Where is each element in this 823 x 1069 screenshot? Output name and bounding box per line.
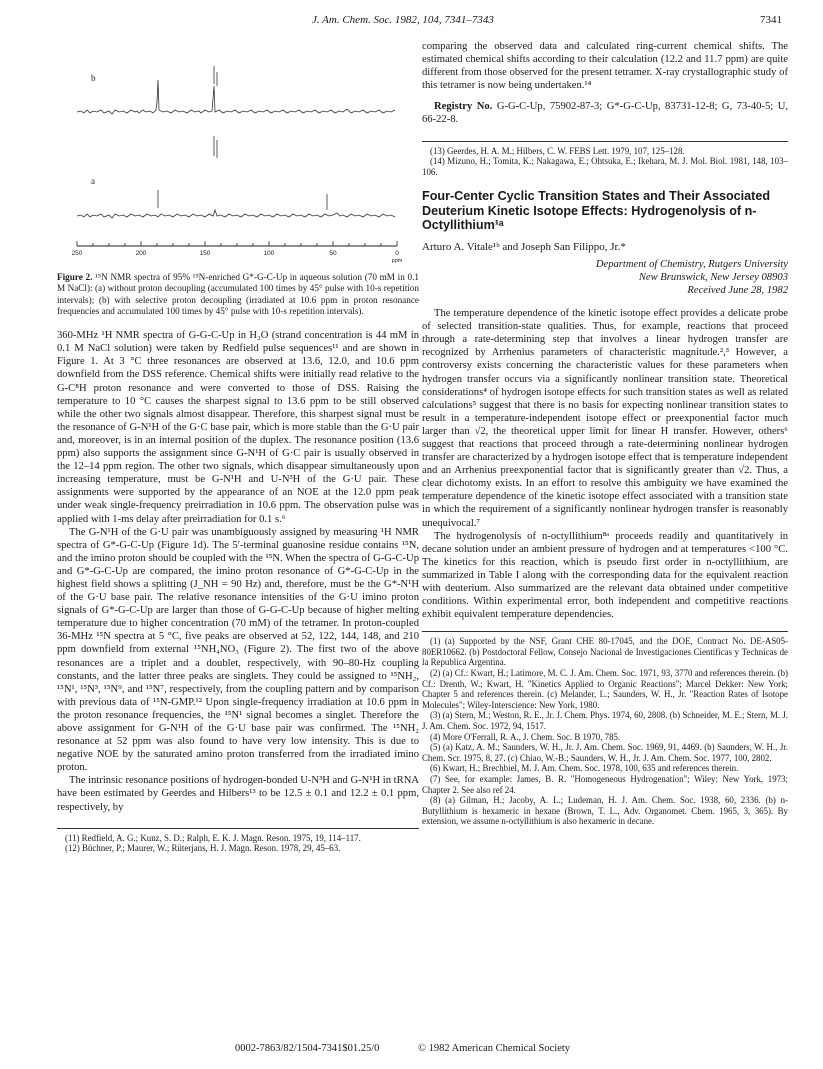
- body-paragraph: The G-N¹H of the G·U pair was unambiguously assigned by measuring ¹H NMR spectra of G*-G-C-Up (Figure 1d). The 5′-terminal guanosine residue contains ¹⁵N, and the imino proton should be coupled with the ¹⁵N. When the spectra of G-G-C-Up and G*-G-C-Up are compared, the imino proton resonance of G*-G-C-Up in the highest field shows a splitting (J_NH = 90 Hz) and, therefore, must be the G*-N¹H of the G·U base pair. The relative resonance intensities of the G·U imino proton signals of G*-G-C-Up are larger than those of G-G-C-Up because of higher melting temperature due to higher concentration (70 mM) of the tetramer. In proton-coupled 36-MHz ¹⁵N spectra at 5 °C, five peaks are observed at 52, 122, 144, 148, and 210 ppm downfield from external ¹⁵NH₄NO₃ (Figure 2). The first two of the above resonances are a triplet and a doublet, respectively, with 90–80-Hz coupling constants, and the latter three peaks are singlets. They could be assigned to ¹⁵NH₂, ¹⁵N¹, ¹⁵N³, ¹⁵N⁹, and ¹⁵N⁷, respectively, from the coupling pattern and by comparison with previous data of ¹⁵N-GMP.¹² Upon single-frequency irradiation at 10.6 ppm in the proton resonance frequencies, the ¹⁵N¹ signal becomes a singlet. Therefore the above assignment for G-N¹H of the G·U base pair was confirmed. The ¹⁵NH₂ resonance at 52 ppm was also found to have very low intensity. This is due to negative NOE by the saturated amino proton transferred from the irradiated imino proton.: [57, 526, 419, 774]
- footnote: (8) (a) Gilman, H.; Jacoby, A. L.; Ludeman, H. J. Am. Chem. Soc. 1938, 60, 2336. (b) n-Butyllithium is hexameric in hexane (Brown, T. L., Adv. Organomet. Chem. 1965, 3, 365). By extension, we assume n-octyllithium is also hexameric in decane.: [422, 795, 788, 827]
- spectrum-a: [77, 210, 395, 218]
- footnotes-left: [57, 828, 419, 854]
- footnotes-right: [422, 631, 788, 827]
- issn-code: 0002-7863/82/1504-7341$01.25/0: [235, 1043, 380, 1054]
- axis-tick-label: 200: [135, 250, 147, 257]
- axis-tick-label: 100: [263, 250, 275, 257]
- footnote: (12) Büchner, P.; Maurer, W.; Rüterjans, H. J. Magn. Reson. 1978, 29, 45–63.: [65, 843, 341, 854]
- footnote: (1) (a) Supported by the NSF, Grant CHE 80-17045, and the DOE, Contract No. DE-AS05-80ER10662. (b) Postdoctoral Fellow, Consejo Nacional de Investigaciones Cientificas y Technicas de la Republica Argentina.: [422, 636, 788, 668]
- affiliation-line: New Brunswick, New Jersey 08903: [638, 271, 788, 283]
- axis-unit-label: ppm: [391, 258, 403, 264]
- nmr-figure: [57, 40, 419, 278]
- peak-marker-a-top: [214, 136, 217, 158]
- figure-caption-text: ¹⁵N NMR spectra of 95% ¹⁵N-enriched G*-G-C-Up in aqueous solution (70 mM in 0.1 M NaCl): (a) without proton decoupling (accumulated 100 times by 45° pulse with 10-s repetition intervals); (b) with selective proton decoupling (irradiated at 10.6 ppm in proton resonance frequencies and accumulated 100 times by 45° pulse with 10-s repetition intervals).: [57, 272, 420, 316]
- footnote: (4) More O'Ferrall, R. A., J. Chem. Soc. B 1970, 785.: [430, 731, 621, 742]
- article-title: Four-Center Cyclic Transition States and Their Associated Deuterium Kinetic Isotope Effects: Hydrogenolysis of n-Octyllithium¹ᵃ: [422, 189, 771, 233]
- body-paragraph: 360-MHz ¹H NMR spectra of G-G-C-Up in H₂O (strand concentration is 44 mM in 0.1 M NaCl solution) were taken by Redfield pulse sequences¹¹ and are shown in Figure 1. At 3 °C three resonances are observed at 13.6, 12.0, and 10.6 ppm downfield from the DSS reference. Chemical shifts were initially read relative to the G-C⁸H proton resonance and were converted to those of DSS. Raising the temperature to 10 °C causes the sharpest signal to 13.6 ppm to be still observed while the other two signals almost disappear. Therefore, this sharpest signal must be the resonance of G-N¹H of the G·C base pair, which is more stable than the G·U pair and, moreover, is in an internal position of the duplex. The resonance position (13.6 ppm) also supports the assignment since G-N¹H of G·C pair is usually observed in the 12–14 ppm region. The other two signals, which disappear simultaneously upon increasing temperature, must be G-N¹H and U-N³H of the G·U pair. These assignments were supported by the appearance of an NOE at the 12.0 ppm peak under weak single-frequency preirradiation in 10.6 ppm. The observation pulse was applied with 1-ms delay after preirradiation for 0.1 s.⁶: [57, 330, 419, 525]
- axis-tick-label: 0: [395, 250, 399, 257]
- affiliation-line: Department of Chemistry, Rutgers University: [595, 258, 788, 270]
- peak-marker-b: [214, 66, 217, 86]
- footnote: (2) (a) Cf.: Kwart, H.; Latimore, M. C. J. Am. Chem. Soc. 1971, 93, 3770 and references therein. (b) Cf.: Drenth, W.; Kwart, H. "Kinetics Applied to Organic Reactions"; Marcel Dekker: New York; Chapter 5 and references therein. (c) Melander, L.; Saunders, W. H., Jr. "Reaction Rates of Isotope Molecules"; Wiley-Interscience: New York, 1980.: [422, 668, 788, 710]
- axis-tick-label: 150: [199, 250, 211, 257]
- footnote: (13) Geerdes, H. A. M.; Hilbers, C. W. FEBS Lett. 1979, 107, 125–128.: [430, 145, 685, 156]
- footnote: (6) Kwart, H.; Brechbiel, M. J. Am. Chem. Soc. 1978, 100, 635 and references therein.: [430, 763, 739, 774]
- footnote: (3) (a) Stern, M.; Weston, R. E., Jr. J. Chem. Phys. 1974, 60, 2808. (b) Schneider, M. E.; Stern, M. J. J. Am. Chem. Soc. 1972, 94, 1517.: [422, 710, 788, 732]
- author-affiliation: [422, 258, 788, 284]
- footnotes-first-article: [422, 141, 788, 178]
- article-authors: Arturo A. Vitale¹ᵇ and Joseph San Filippo, Jr.*: [422, 240, 626, 253]
- received-date: Received June 28, 1982: [687, 284, 788, 296]
- footnote: (7) See, for example: James, B. R. "Homogeneous Hydrogenation"; Wiley: New York, 1973; Chapter 2. See also ref 24.: [422, 774, 788, 795]
- running-header: [0, 14, 823, 30]
- footnote: (11) Redfield, A. G.; Kunz, S. D.; Ralph, E. K. J. Magn. Reson. 1975, 19, 114–117.: [65, 832, 361, 843]
- axis-tick-label: 250: [71, 250, 83, 257]
- body-paragraph: The hydrogenolysis of n-octyllithium⁸ᵃ proceeds readily and quantitatively in decane solution under an ambient pressure of hydrogen and at temperatures <100 °C. The kinetics for this reaction, which is pseudo first order in n-octyllithium, are summarized in Table I along with the corresponding data for the equivalent reaction with deuterium. Also summarized are the relevant data obtained under competitive conditions. Within experimental error, both independent and competitive reactions exhibit equivalent temperature dependencies.: [422, 530, 788, 621]
- footnote: (14) Mizuno, H.; Tomita, K.; Nakagawa, E.; Ohtsuka, E.; Ikehara, M. J. Mol. Biol. 1981, 148, 103–106.: [422, 156, 788, 177]
- registry-text: G-G-C-Up, 75902-87-3; G*-G-C-Up, 83731-12-8; G, 73-40-5; U, 66-22-8.: [422, 101, 788, 126]
- body-paragraph: comparing the observed data and calculated ring-current chemical shifts. The estimated chemical shifts according to their calculation (12.2 and 11.7 ppm) are quite different from those observed for the present tetramer. X-ray crystallographic study of this tetramer is now being undertaken.¹⁴: [422, 41, 788, 92]
- trace-label-b: b: [91, 73, 96, 83]
- nmr-spectra-plot: [57, 40, 419, 272]
- left-column: [57, 40, 419, 854]
- footnote: (5) (a) Katz, A. M.; Saunders, W. H., Jr. J. Am. Chem. Soc. 1969, 91, 4469. (b) Saunders, W. H., Jr. Chem. Scr. 1975, 8, 27. (c) Chiao, W.-B.; Saunders, W. H., Jr. J. Am. Chem. Soc. 1977, 100, 2802.: [422, 742, 788, 763]
- figure-caption-label: Figure 2.: [57, 272, 93, 282]
- journal-citation: J. Am. Chem. Soc. 1982, 104, 7341–7343: [312, 14, 494, 26]
- axis-tick-label: 50: [329, 250, 337, 257]
- peak-marker-a: [158, 190, 327, 210]
- body-paragraph: The intrinsic resonance positions of hydrogen-bonded U-N³H and G-N¹H in tRNA have been estimated by Geerdes and Hilbers¹³ to be 12.5 ± 0.1 and 12.2 ± 0.1 ppm, respectively, by: [57, 775, 419, 813]
- right-column: [422, 40, 788, 827]
- figure-caption: [57, 272, 419, 317]
- copyright: © 1982 American Chemical Society: [418, 1043, 571, 1054]
- registry-label: Registry No.: [434, 101, 493, 113]
- body-paragraph: The temperature dependence of the kinetic isotope effect provides a delicate probe of selected transition-state qualities. Thus, for example, reactions that proceed through a rate-determining step that involves a linear hydrogen transfer are recognized by Arrhenius parameters of characteristic magnitude.²,³ However, a controversy exists concerning the characteristic values for these parameters when hydrogen transfer occurs via a significantly nonlinear transition state. Theoretical considerations⁴ of hydrogen isotope effects for such transition states as well as related calculations⁵ suggest that there is no basis for expecting nonlinear transition states to result in a temperature-independent isotope effect or preexponential factor much larger than √2, the theoretical upper limit for linear H transfer. However, others⁶ suggest that reactions that proceed through a rate-determining nonlinear hydrogen transfer are characterized by a hydrogen isotope effect that is temperature independent and an Arrhenius preexponential factor that is significantly greater than √2. Thus, a clear dichotomy exists. In an effort to resolve this ambiguity we have examined the temperature dependence of the kinetic isotope effect associated with a transition state in which the requirement of a significantly nonlinear hydrogen transfer is reasonably unequivocal.⁷: [422, 308, 788, 529]
- spectrum-b: [77, 80, 395, 114]
- trace-label-a: a: [91, 176, 95, 186]
- registry-numbers: [422, 100, 788, 126]
- axis-tick-marks: [77, 241, 397, 246]
- page-number: 7341: [760, 14, 782, 26]
